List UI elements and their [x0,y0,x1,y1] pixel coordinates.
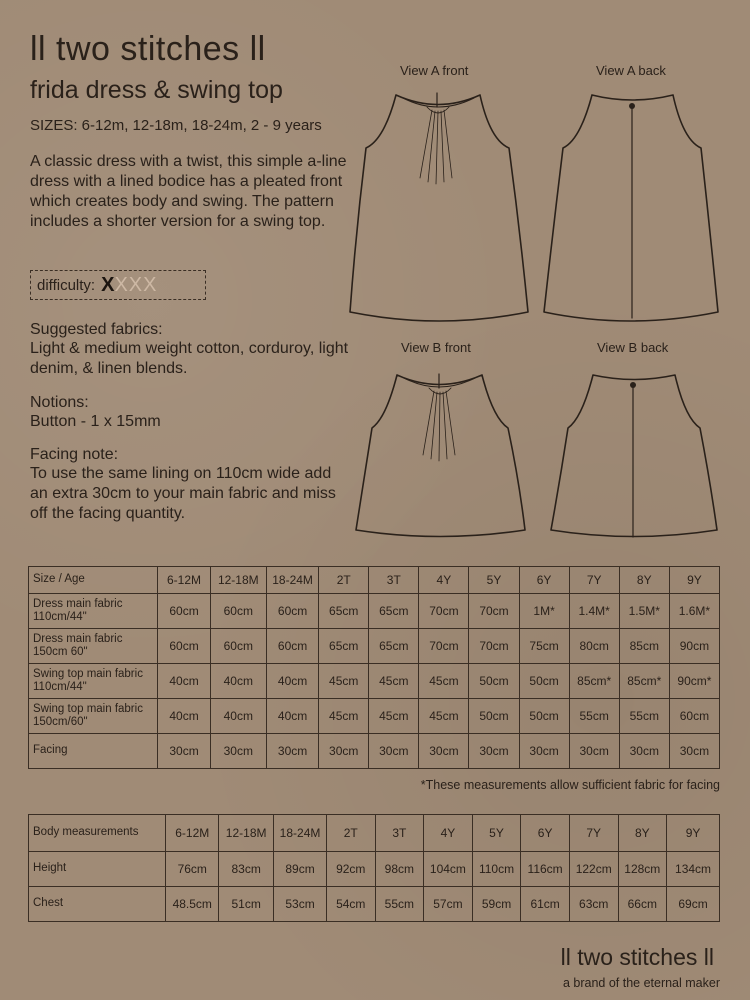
column-header: 4Y [419,567,469,594]
column-header: 5Y [472,815,521,852]
row-label: Dress main fabric 110cm/44" [29,594,158,629]
table-row [29,629,720,664]
table-cell: 60cm [158,594,210,629]
table-row [29,594,720,629]
body_table-header-row [29,815,720,852]
description: A classic dress with a twist, this simple a-line dress with a lined bodice has a pleated front which creates body and swing. The pattern includes a shorter version for a swing top. [30,153,347,231]
table-cell: 70cm [419,594,469,629]
table-cell: 90cm* [669,664,719,699]
table-cell: 57cm [424,887,473,922]
table-cell: 69cm [667,887,720,922]
table-cell: 61cm [521,887,570,922]
view-a-front-label: View A front [400,63,469,78]
table-cell: 66cm [618,887,667,922]
row-label: Facing [29,734,158,769]
view-a-front-drawing [350,93,528,321]
view-b-front-drawing [356,374,525,537]
table-cell: 40cm [210,664,266,699]
column-header: 6Y [519,567,569,594]
table-cell: 122cm [569,852,618,887]
table-cell: 55cm [569,699,619,734]
body-measurements-table [28,814,720,922]
table-cell: 1.5M* [619,594,669,629]
table-cell: 1.4M* [569,594,619,629]
table-cell: 92cm [326,852,375,887]
table-cell: 50cm [519,664,569,699]
table-cell: 116cm [521,852,570,887]
table-cell: 54cm [326,887,375,922]
table-cell: 60cm [158,629,210,664]
table-cell: 45cm [319,699,369,734]
column-header: Body measurements [29,815,166,852]
column-header: 6-12M [166,815,219,852]
table-cell: 1.6M* [669,594,719,629]
table-cell: 75cm [519,629,569,664]
table-cell: 60cm [669,699,719,734]
table-cell: 104cm [424,852,473,887]
column-header: 3T [369,567,419,594]
column-header: 18-24M [274,815,327,852]
column-header: 6Y [521,815,570,852]
table-cell: 50cm [519,699,569,734]
table-cell: 83cm [219,852,274,887]
table-cell: 65cm [369,629,419,664]
table-cell: 70cm [469,629,519,664]
table-cell: 90cm [669,629,719,664]
table-cell: 60cm [210,594,266,629]
column-header: 7Y [569,567,619,594]
table-cell: 30cm [158,734,210,769]
table-cell: 30cm [469,734,519,769]
table-cell: 89cm [274,852,327,887]
row-label: Swing top main fabric 150cm/60" [29,699,158,734]
table-cell: 40cm [266,664,318,699]
view-a-back-drawing [544,95,718,321]
table-cell: 30cm [519,734,569,769]
table-cell: 70cm [419,629,469,664]
table-cell: 85cm* [569,664,619,699]
table-cell: 63cm [569,887,618,922]
column-header: Size / Age [29,567,158,594]
table-cell: 110cm [472,852,521,887]
table-cell: 45cm [419,699,469,734]
table-cell: 40cm [210,699,266,734]
table-cell: 1M* [519,594,569,629]
column-header: 18-24M [266,567,318,594]
view-b-back-drawing [551,375,717,537]
facing-note-heading: Facing note: [30,446,119,463]
brand-title: ll two stitches ll [30,30,266,68]
sizes-line: SIZES: 6-12m, 12-18m, 18-24m, 2 - 9 years [30,117,322,134]
column-header: 2T [326,815,375,852]
table-cell: 40cm [266,699,318,734]
table-cell: 98cm [375,852,424,887]
table-cell: 53cm [274,887,327,922]
column-header: 3T [375,815,424,852]
table-cell: 65cm [319,629,369,664]
table-row [29,887,720,922]
footer-brand: ll two stitches ll [560,944,714,970]
table-cell: 50cm [469,664,519,699]
facing-note-text: To use the same lining on 110cm wide add an extra 30cm to your main fabric and miss off the facing quantity. [30,465,336,522]
table-cell: 45cm [419,664,469,699]
table-row [29,664,720,699]
table-cell: 85cm* [619,664,669,699]
column-header: 4Y [424,815,473,852]
column-header: 8Y [619,567,669,594]
column-header: 9Y [667,815,720,852]
table-cell: 70cm [469,594,519,629]
table-cell: 30cm [210,734,266,769]
table-cell: 30cm [419,734,469,769]
table-cell: 134cm [667,852,720,887]
table-cell: 59cm [472,887,521,922]
difficulty-empty-marks: XXX [114,273,158,296]
view-b-front-label: View B front [401,340,471,355]
row-label: Swing top main fabric 110cm/44" [29,664,158,699]
difficulty-label: difficulty: [37,276,96,294]
column-header: 12-18M [219,815,274,852]
row-label: Dress main fabric 150cm 60" [29,629,158,664]
fabric_table-header-row [29,567,720,594]
table-cell: 45cm [319,664,369,699]
notions-text: Button - 1 x 15mm [30,413,161,430]
table-cell: 45cm [369,664,419,699]
table-cell: 60cm [266,629,318,664]
column-header: 12-18M [210,567,266,594]
table-cell: 60cm [266,594,318,629]
table-cell: 55cm [619,699,669,734]
table-cell: 30cm [266,734,318,769]
fabrics-heading: Suggested fabrics: [30,321,163,338]
table-cell: 30cm [319,734,369,769]
column-header: 7Y [569,815,618,852]
table-cell: 45cm [369,699,419,734]
table-cell: 30cm [369,734,419,769]
column-header: 8Y [618,815,667,852]
column-header: 2T [319,567,369,594]
notions-heading: Notions: [30,394,89,411]
view-a-back-label: View A back [596,63,666,78]
table-cell: 128cm [618,852,667,887]
table-cell: 30cm [619,734,669,769]
table-cell: 51cm [219,887,274,922]
footer-tagline: a brand of the eternal maker [562,976,720,990]
table-cell: 65cm [319,594,369,629]
table-cell: 55cm [375,887,424,922]
table-cell: 80cm [569,629,619,664]
table-cell: 48.5cm [166,887,219,922]
column-header: 6-12M [158,567,210,594]
table-cell: 40cm [158,699,210,734]
fabrics-text: Light & medium weight cotton, corduroy, light denim, & linen blends. [30,340,349,377]
column-header: 5Y [469,567,519,594]
facing-footnote: *These measurements allow sufficient fabric for facing [420,778,720,792]
table-cell: 60cm [210,629,266,664]
view-b-back-label: View B back [597,340,669,355]
table-cell: 30cm [569,734,619,769]
table-row [29,699,720,734]
pattern-title: frida dress & swing top [30,76,283,104]
table-row [29,734,720,769]
fabric-requirements-table [28,566,720,769]
table-cell: 65cm [369,594,419,629]
difficulty-filled-mark: X [101,273,115,296]
table-cell: 40cm [158,664,210,699]
column-header: 9Y [669,567,719,594]
table-cell: 50cm [469,699,519,734]
table-cell: 76cm [166,852,219,887]
table-cell: 30cm [669,734,719,769]
row-label: Chest [29,887,166,922]
row-label: Height [29,852,166,887]
table-row [29,852,720,887]
table-cell: 85cm [619,629,669,664]
